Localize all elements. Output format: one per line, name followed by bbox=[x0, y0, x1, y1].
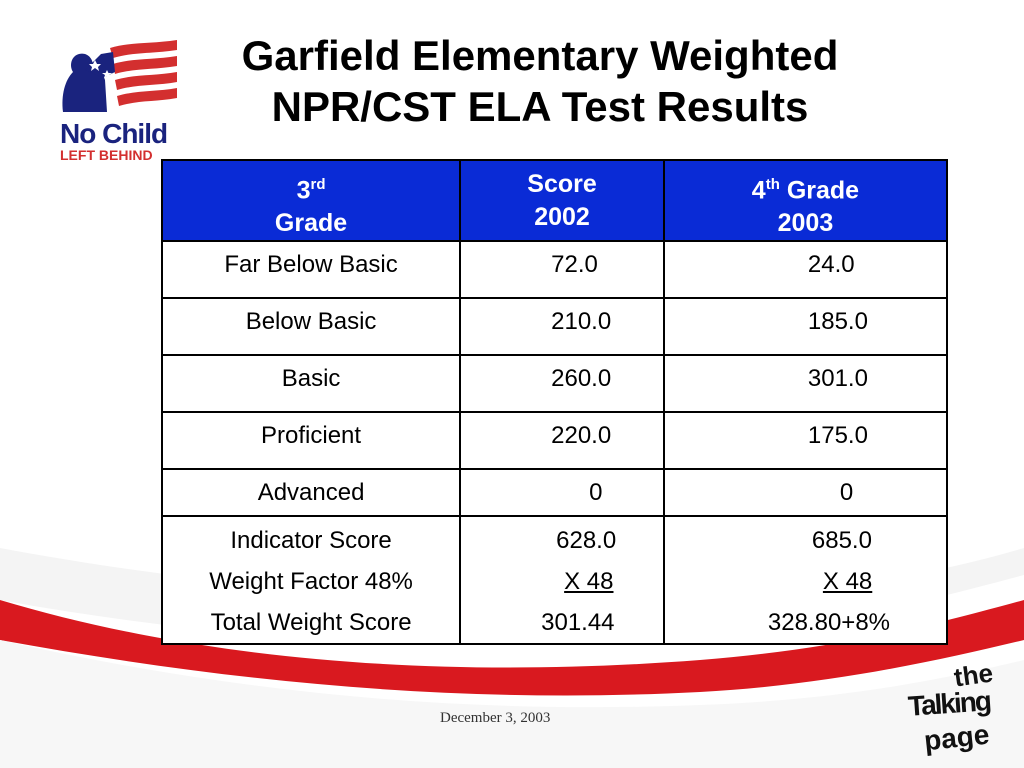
header-3rd-grade: 3rd Grade bbox=[162, 160, 460, 241]
logo-text-no-child: No Child bbox=[60, 118, 168, 149]
slide-title bbox=[180, 30, 900, 132]
logo-text-left-behind: LEFT BEHIND bbox=[60, 147, 153, 163]
label-indicator-score: Indicator Score bbox=[230, 527, 392, 555]
cell-2002: 220.0 bbox=[460, 412, 664, 469]
the-talking-page-logo bbox=[906, 657, 1003, 760]
header-score-2002: Score 2002 bbox=[460, 160, 664, 241]
summary-labels bbox=[162, 516, 460, 644]
summary-2002 bbox=[460, 516, 664, 644]
logo-word-page: page bbox=[922, 718, 991, 757]
table-header-row bbox=[162, 160, 947, 241]
cell-2002: 260.0 bbox=[460, 355, 664, 412]
title-line-1: Garfield Elementary Weighted bbox=[241, 32, 839, 79]
cell-2003: 185.0 bbox=[664, 298, 947, 355]
summary-2003 bbox=[664, 516, 947, 644]
header-4th-grade-2003: 4th Grade 2003 bbox=[664, 160, 947, 241]
cell-2002: 72.0 bbox=[460, 241, 664, 298]
label-total-weight-score: Total Weight Score bbox=[210, 609, 412, 637]
cell-2002: 210.0 bbox=[460, 298, 664, 355]
cell-2003: 24.0 bbox=[664, 241, 947, 298]
results-table bbox=[161, 159, 948, 645]
weight-factor-2002: X 48 bbox=[564, 568, 614, 596]
cell-2002: 0 bbox=[460, 469, 664, 516]
logo-word-talking: Talking bbox=[906, 685, 991, 722]
label-weight-factor: Weight Factor 48% bbox=[209, 568, 413, 596]
weight-factor-2003: X 48 bbox=[822, 568, 873, 596]
table-row bbox=[162, 298, 947, 355]
row-label: Proficient bbox=[162, 412, 460, 469]
indicator-score-2002: 628.0 bbox=[556, 527, 617, 555]
cell-2003: 0 bbox=[664, 469, 947, 516]
indicator-score-2003: 685.0 bbox=[811, 527, 872, 555]
row-label: Advanced bbox=[162, 469, 460, 516]
cell-2003: 301.0 bbox=[664, 355, 947, 412]
summary-row bbox=[162, 516, 947, 644]
no-child-left-behind-logo bbox=[55, 40, 180, 165]
row-label: Far Below Basic bbox=[162, 241, 460, 298]
title-line-2: NPR/CST ELA Test Results bbox=[271, 83, 809, 130]
total-weight-score-2002: 301.44 bbox=[541, 609, 615, 637]
row-label: Basic bbox=[162, 355, 460, 412]
logo-word-the: the bbox=[952, 657, 995, 693]
row-label: Below Basic bbox=[162, 298, 460, 355]
table-row bbox=[162, 355, 947, 412]
flag-silhouette-icon bbox=[55, 40, 180, 122]
cell-2003: 175.0 bbox=[664, 412, 947, 469]
table-row bbox=[162, 469, 947, 516]
table-row bbox=[162, 241, 947, 298]
table-row bbox=[162, 412, 947, 469]
footer-date: December 3, 2003 bbox=[440, 710, 551, 726]
total-weight-score-2003: 328.80+8% bbox=[767, 609, 890, 637]
